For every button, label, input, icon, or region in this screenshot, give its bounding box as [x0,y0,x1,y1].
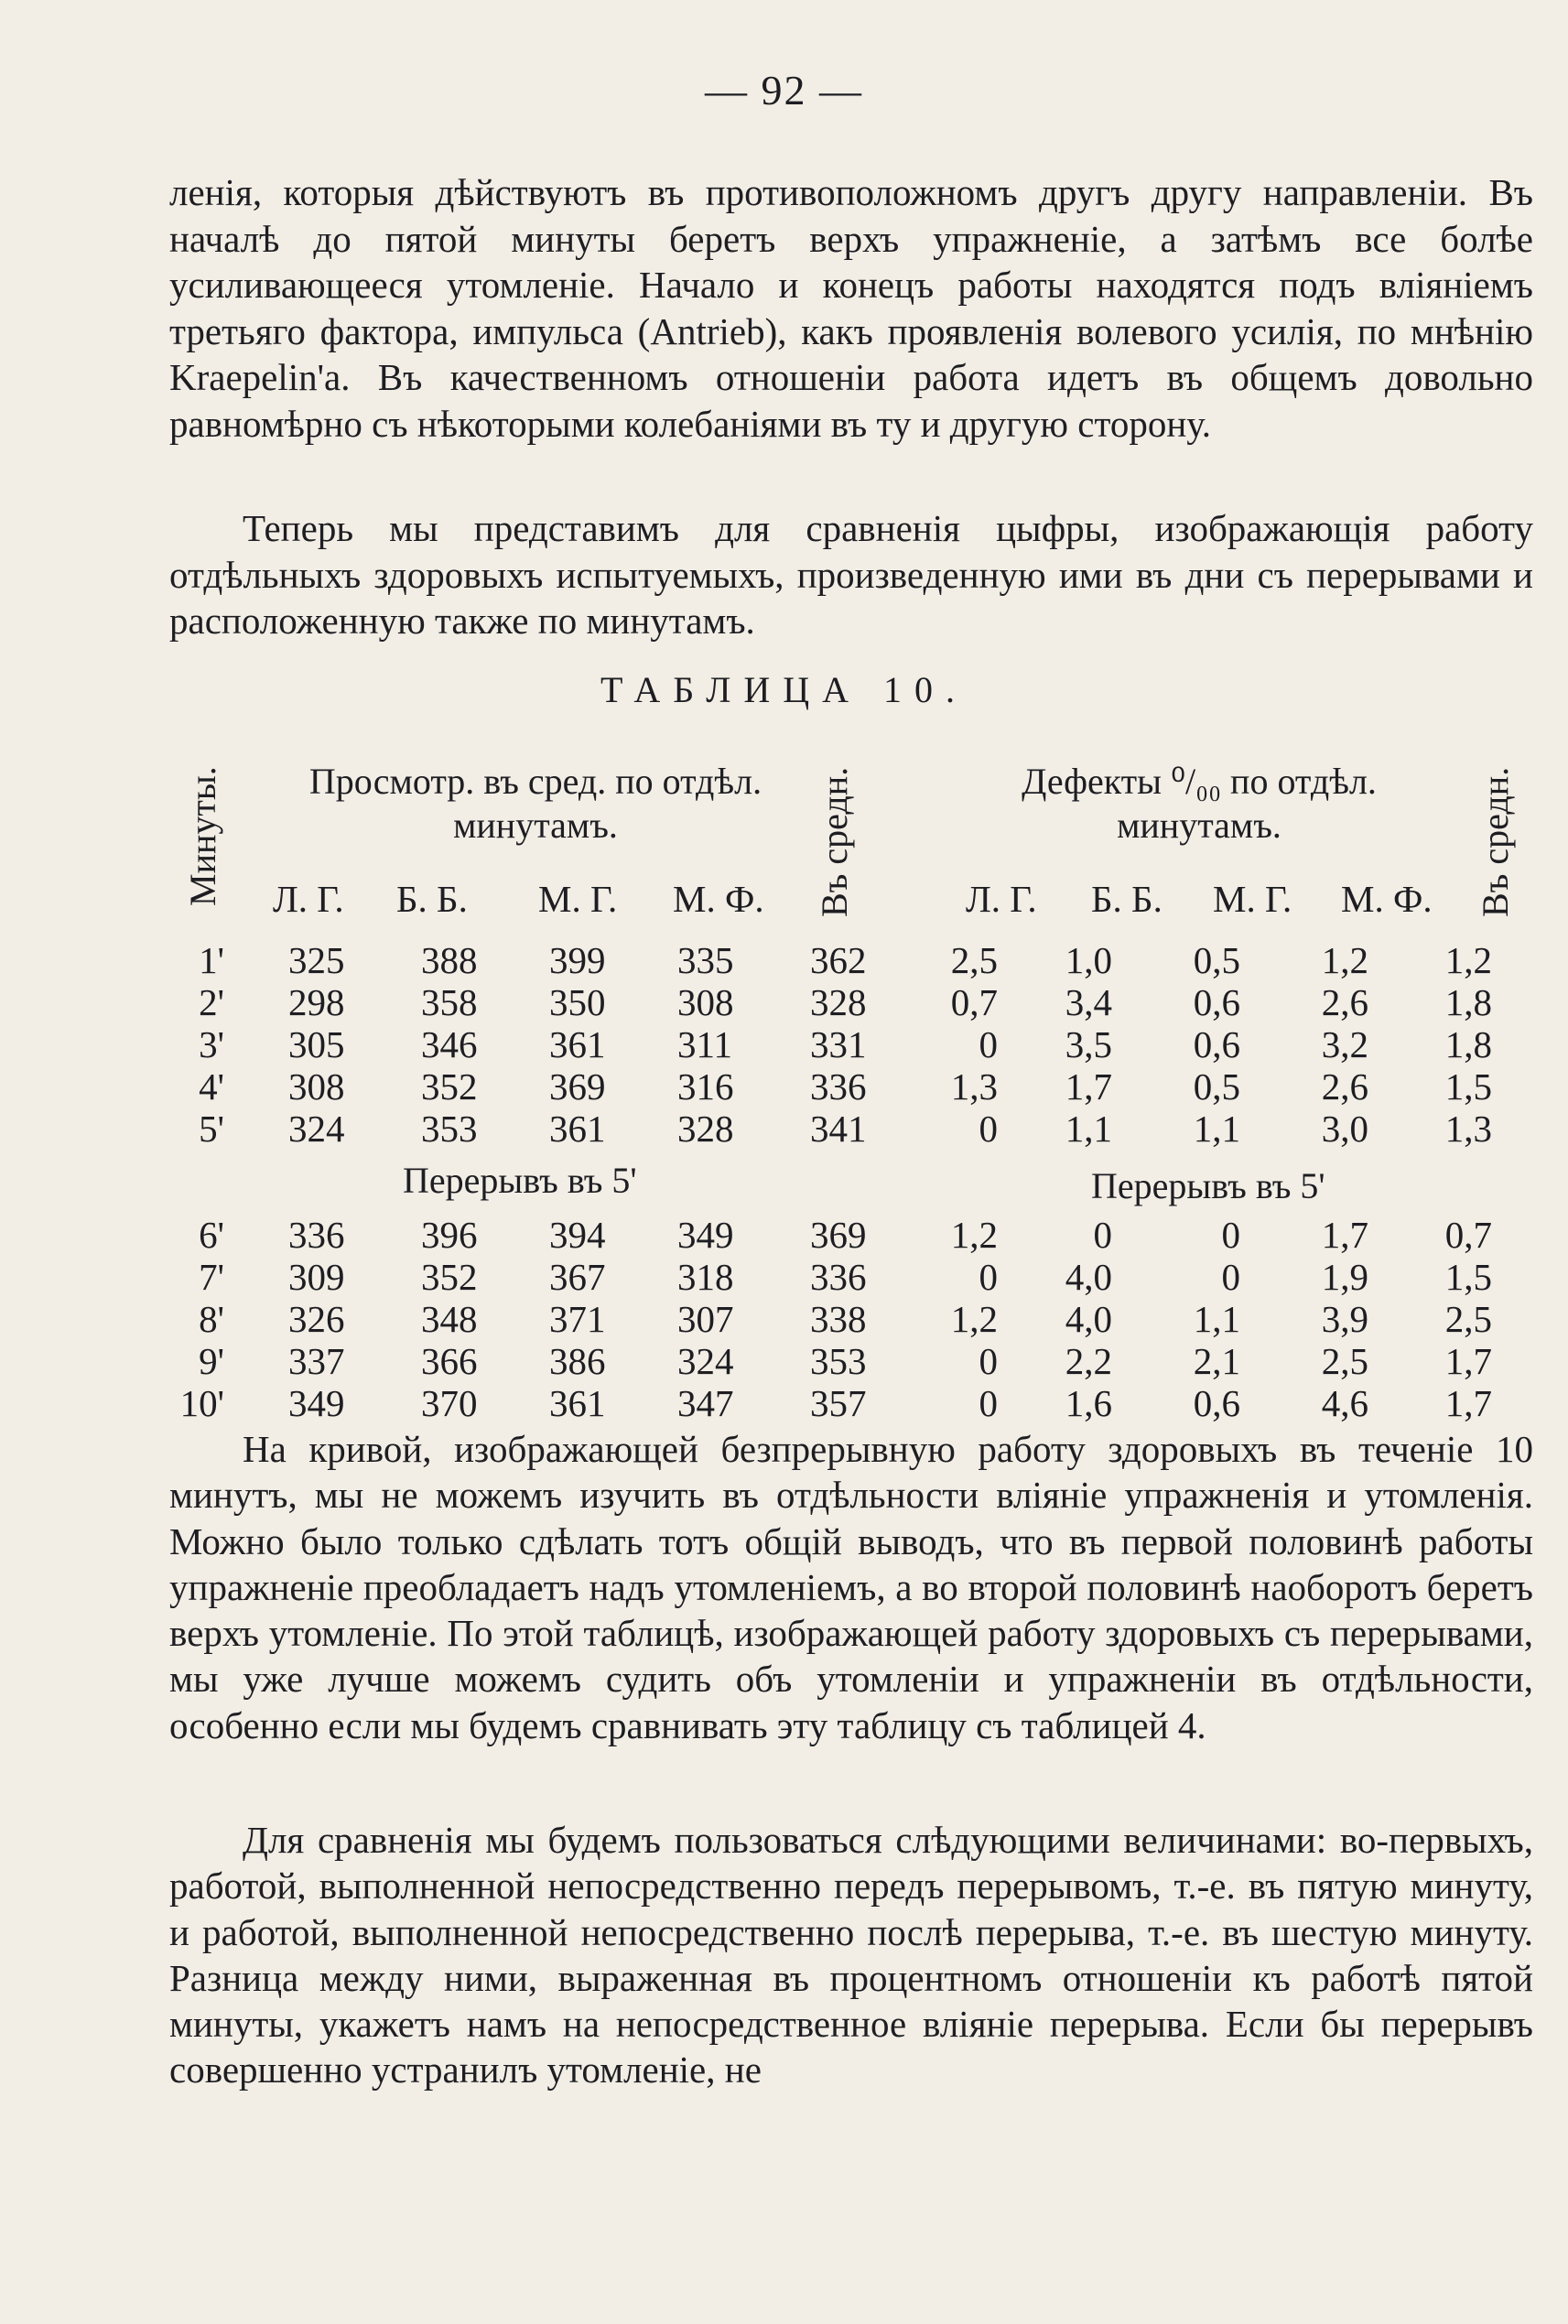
views-cell: 324 [288,1108,345,1150]
table-title: ТАБЛИЦА 10. [600,669,968,710]
defects-cell: 0,6 [1193,981,1240,1023]
defects-cell: 2,2 [1065,1340,1112,1382]
average-defects-cell: 1,5 [1444,1256,1492,1298]
views-cell: 370 [421,1382,478,1424]
defects-cell: 3,2 [1321,1023,1368,1065]
views-cell: 318 [677,1256,734,1298]
defects-cell: 0 [979,1023,998,1065]
average-views-cell: 331 [810,1023,867,1065]
views-cell: 358 [421,981,478,1023]
average-views-cell: 328 [810,981,867,1023]
subject-header: Л. Г. [966,878,1037,920]
views-cell: 346 [421,1023,478,1065]
defects-cell: 1,2 [1321,939,1368,981]
defects-cell: 0 [979,1108,998,1150]
views-cell: 371 [549,1298,606,1340]
views-cell: 352 [421,1256,478,1298]
average-defects-cell: 1,7 [1444,1382,1492,1424]
paragraph-3: На кривой, изображающей безпрерывную работу здоровыхъ въ теченіе 10 минутъ, мы не можемъ изучить въ отдѣльности вліяніе упражненія и утомленія. Можно было только сдѣлать тотъ общій выводъ, что въ первой половинѣ работы упражненіе преобладаетъ надъ утомленіемъ, а во второй половинѣ наоборотъ беретъ верхъ утомленіе. По этой таблицѣ, изображающей работу здоровыхъ съ перерывами, мы уже лучше можемъ судить объ утомленіи и упражненіи въ отдѣльности, особенно если мы будемъ сравнивать эту таблицу съ таблицей 4. [169,1428,1533,1746]
average-views-cell: 362 [810,939,867,981]
minute-label: 4' [199,1065,224,1108]
views-cell: 349 [288,1382,345,1424]
minute-label: 3' [199,1023,224,1065]
break-label-defects: Перерывъ въ 5' [1091,1165,1325,1206]
average-defects-cell: 2,5 [1444,1298,1492,1340]
views-cell: 352 [421,1065,478,1108]
views-cell: 347 [677,1382,734,1424]
views-cell: 316 [677,1065,734,1108]
minute-label: 1' [199,939,224,981]
group2-header: Дефекты ⁰/₀₀ по отдѣл. минутамъ. [1022,761,1377,846]
views-cell: 396 [421,1214,478,1256]
defects-cell: 0,5 [1193,939,1240,981]
defects-cell: 1,9 [1321,1256,1368,1298]
defects-cell: 3,4 [1065,981,1112,1023]
views-cell: 309 [288,1256,345,1298]
defects-cell: 1,2 [950,1214,998,1256]
page-number: — 92 — [705,67,863,113]
defects-cell: 1,0 [1065,939,1112,981]
defects-cell: 4,0 [1065,1298,1112,1340]
average-defects-cell: 0,7 [1444,1214,1492,1256]
average-views-cell: 336 [810,1256,867,1298]
views-cell: 326 [288,1298,345,1340]
average-views-cell: 353 [810,1340,867,1382]
defects-cell: 2,5 [950,939,998,981]
views-cell: 305 [288,1023,345,1065]
minute-label: 8' [199,1298,224,1340]
views-cell: 308 [677,981,734,1023]
defects-cell: 4,6 [1321,1382,1368,1424]
views-cell: 350 [549,981,606,1023]
views-cell: 366 [421,1340,478,1382]
defects-cell: 1,1 [1065,1108,1112,1150]
average-defects-cell: 1,8 [1444,981,1492,1023]
views-cell: 367 [549,1256,606,1298]
defects-cell: 0 [979,1256,998,1298]
defects-cell: 0,7 [950,981,998,1023]
defects-cell: 0 [1221,1214,1240,1256]
defects-cell: 1,3 [950,1065,998,1108]
subject-header: М. Ф. [1341,878,1433,920]
average-defects-cell: 1,7 [1444,1340,1492,1382]
defects-cell: 1,7 [1321,1214,1368,1256]
views-cell: 328 [677,1108,734,1150]
average-views-cell: 338 [810,1298,867,1340]
subject-header: Б. Б. [396,878,468,920]
defects-cell: 4,0 [1065,1256,1112,1298]
paragraph-4: Для сравненія мы будемъ пользоваться слѣдующими величинами: во-первыхъ, работой, выполненной непосредственно передъ перерывомъ, т.-е. въ пятую минуту, и работой, выполненной непосредственно послѣ перерыва, т.-е. въ шестую минуту. Разница между ними, выраженная въ процентномъ отношеніи къ работѣ пятой минуты, укажетъ намъ на непосредственное вліяніе перерыва. Если бы перерывъ совершенно устранилъ утомленіе, не [169,1819,1533,2092]
defects-cell: 2,6 [1321,1065,1368,1108]
average-views-cell: 341 [810,1108,867,1150]
views-cell: 325 [288,939,345,981]
views-cell: 324 [677,1340,734,1382]
minutes-column-header: Минуты. [182,766,223,906]
paragraph-2: Теперь мы представимъ для сравненія цыфры, изображающія работу отдѣльныхъ здоровыхъ испытуемыхъ, произведенную ими въ дни съ перерывами и расположенную также по минутамъ. [169,507,1533,642]
views-cell: 307 [677,1298,734,1340]
defects-cell: 3,0 [1321,1108,1368,1150]
subject-header: Б. Б. [1091,878,1162,920]
defects-cell: 0,6 [1193,1382,1240,1424]
subject-header: М. Ф. [673,878,764,920]
group1-header: Просмотр. въ сред. по отдѣл. минутамъ. [308,761,762,846]
defects-cell: 1,1 [1193,1108,1240,1150]
minute-label: 2' [199,981,224,1023]
defects-cell: 0 [979,1382,998,1424]
group1-average-header: Въ средн. [814,766,855,917]
defects-cell: 2,1 [1193,1340,1240,1382]
views-cell: 308 [288,1065,345,1108]
views-cell: 361 [549,1023,606,1065]
subject-header: М. Г. [538,878,618,920]
average-views-cell: 357 [810,1382,867,1424]
average-views-cell: 336 [810,1065,867,1108]
average-views-cell: 369 [810,1214,867,1256]
views-cell: 394 [549,1214,606,1256]
minute-label: 9' [199,1340,224,1382]
views-cell: 369 [549,1065,606,1108]
average-defects-cell: 1,5 [1444,1065,1492,1108]
defects-cell: 1,2 [950,1298,998,1340]
views-cell: 361 [549,1382,606,1424]
defects-cell: 1,7 [1065,1065,1112,1108]
subject-header: Л. Г. [273,878,344,920]
subject-header: М. Г. [1213,878,1292,920]
minute-label: 10' [179,1382,224,1424]
minute-label: 5' [199,1108,224,1150]
defects-cell: 0,6 [1193,1023,1240,1065]
views-cell: 353 [421,1108,478,1150]
views-cell: 399 [549,939,606,981]
average-defects-cell: 1,8 [1444,1023,1492,1065]
group2-average-header: Въ средн. [1475,766,1516,917]
views-cell: 335 [677,939,734,981]
defects-cell: 3,5 [1065,1023,1112,1065]
defects-cell: 0,5 [1193,1065,1240,1108]
defects-cell: 0 [1221,1256,1240,1298]
defects-cell: 1,1 [1193,1298,1240,1340]
views-cell: 388 [421,939,478,981]
defects-cell: 0 [979,1340,998,1382]
views-cell: 337 [288,1340,345,1382]
views-cell: 348 [421,1298,478,1340]
minute-label: 7' [199,1256,224,1298]
views-cell: 386 [549,1340,606,1382]
average-defects-cell: 1,2 [1444,939,1492,981]
views-cell: 361 [549,1108,606,1150]
views-cell: 298 [288,981,345,1023]
defects-cell: 1,6 [1065,1382,1112,1424]
views-cell: 349 [677,1214,734,1256]
defects-cell: 3,9 [1321,1298,1368,1340]
views-cell: 336 [288,1214,345,1256]
minute-label: 6' [199,1214,224,1256]
views-cell: 311 [677,1023,732,1065]
break-label-views: Перерывъ въ 5' [403,1160,637,1201]
paragraph-1: ленія, которыя дѣйствуютъ въ противоположномъ другъ другу направленіи. Въ началѣ до пятой минуты беретъ верхъ упражненіе, а затѣмъ все болѣе усиливающееся утомленіе. Начало и конецъ работы находятся подъ вліяніемъ третьяго фактора, импульса (Antrieb), какъ проявленія волевого усилія, по мнѣнію Kraepelin'а. Въ качественномъ отношеніи работа идетъ въ общемъ довольно равномѣрно съ нѣкоторыми колебаніями въ ту и другую сторону. [169,171,1533,445]
defects-cell: 2,5 [1321,1340,1368,1382]
average-defects-cell: 1,3 [1444,1108,1492,1150]
defects-cell: 0 [1093,1214,1112,1256]
defects-cell: 2,6 [1321,981,1368,1023]
